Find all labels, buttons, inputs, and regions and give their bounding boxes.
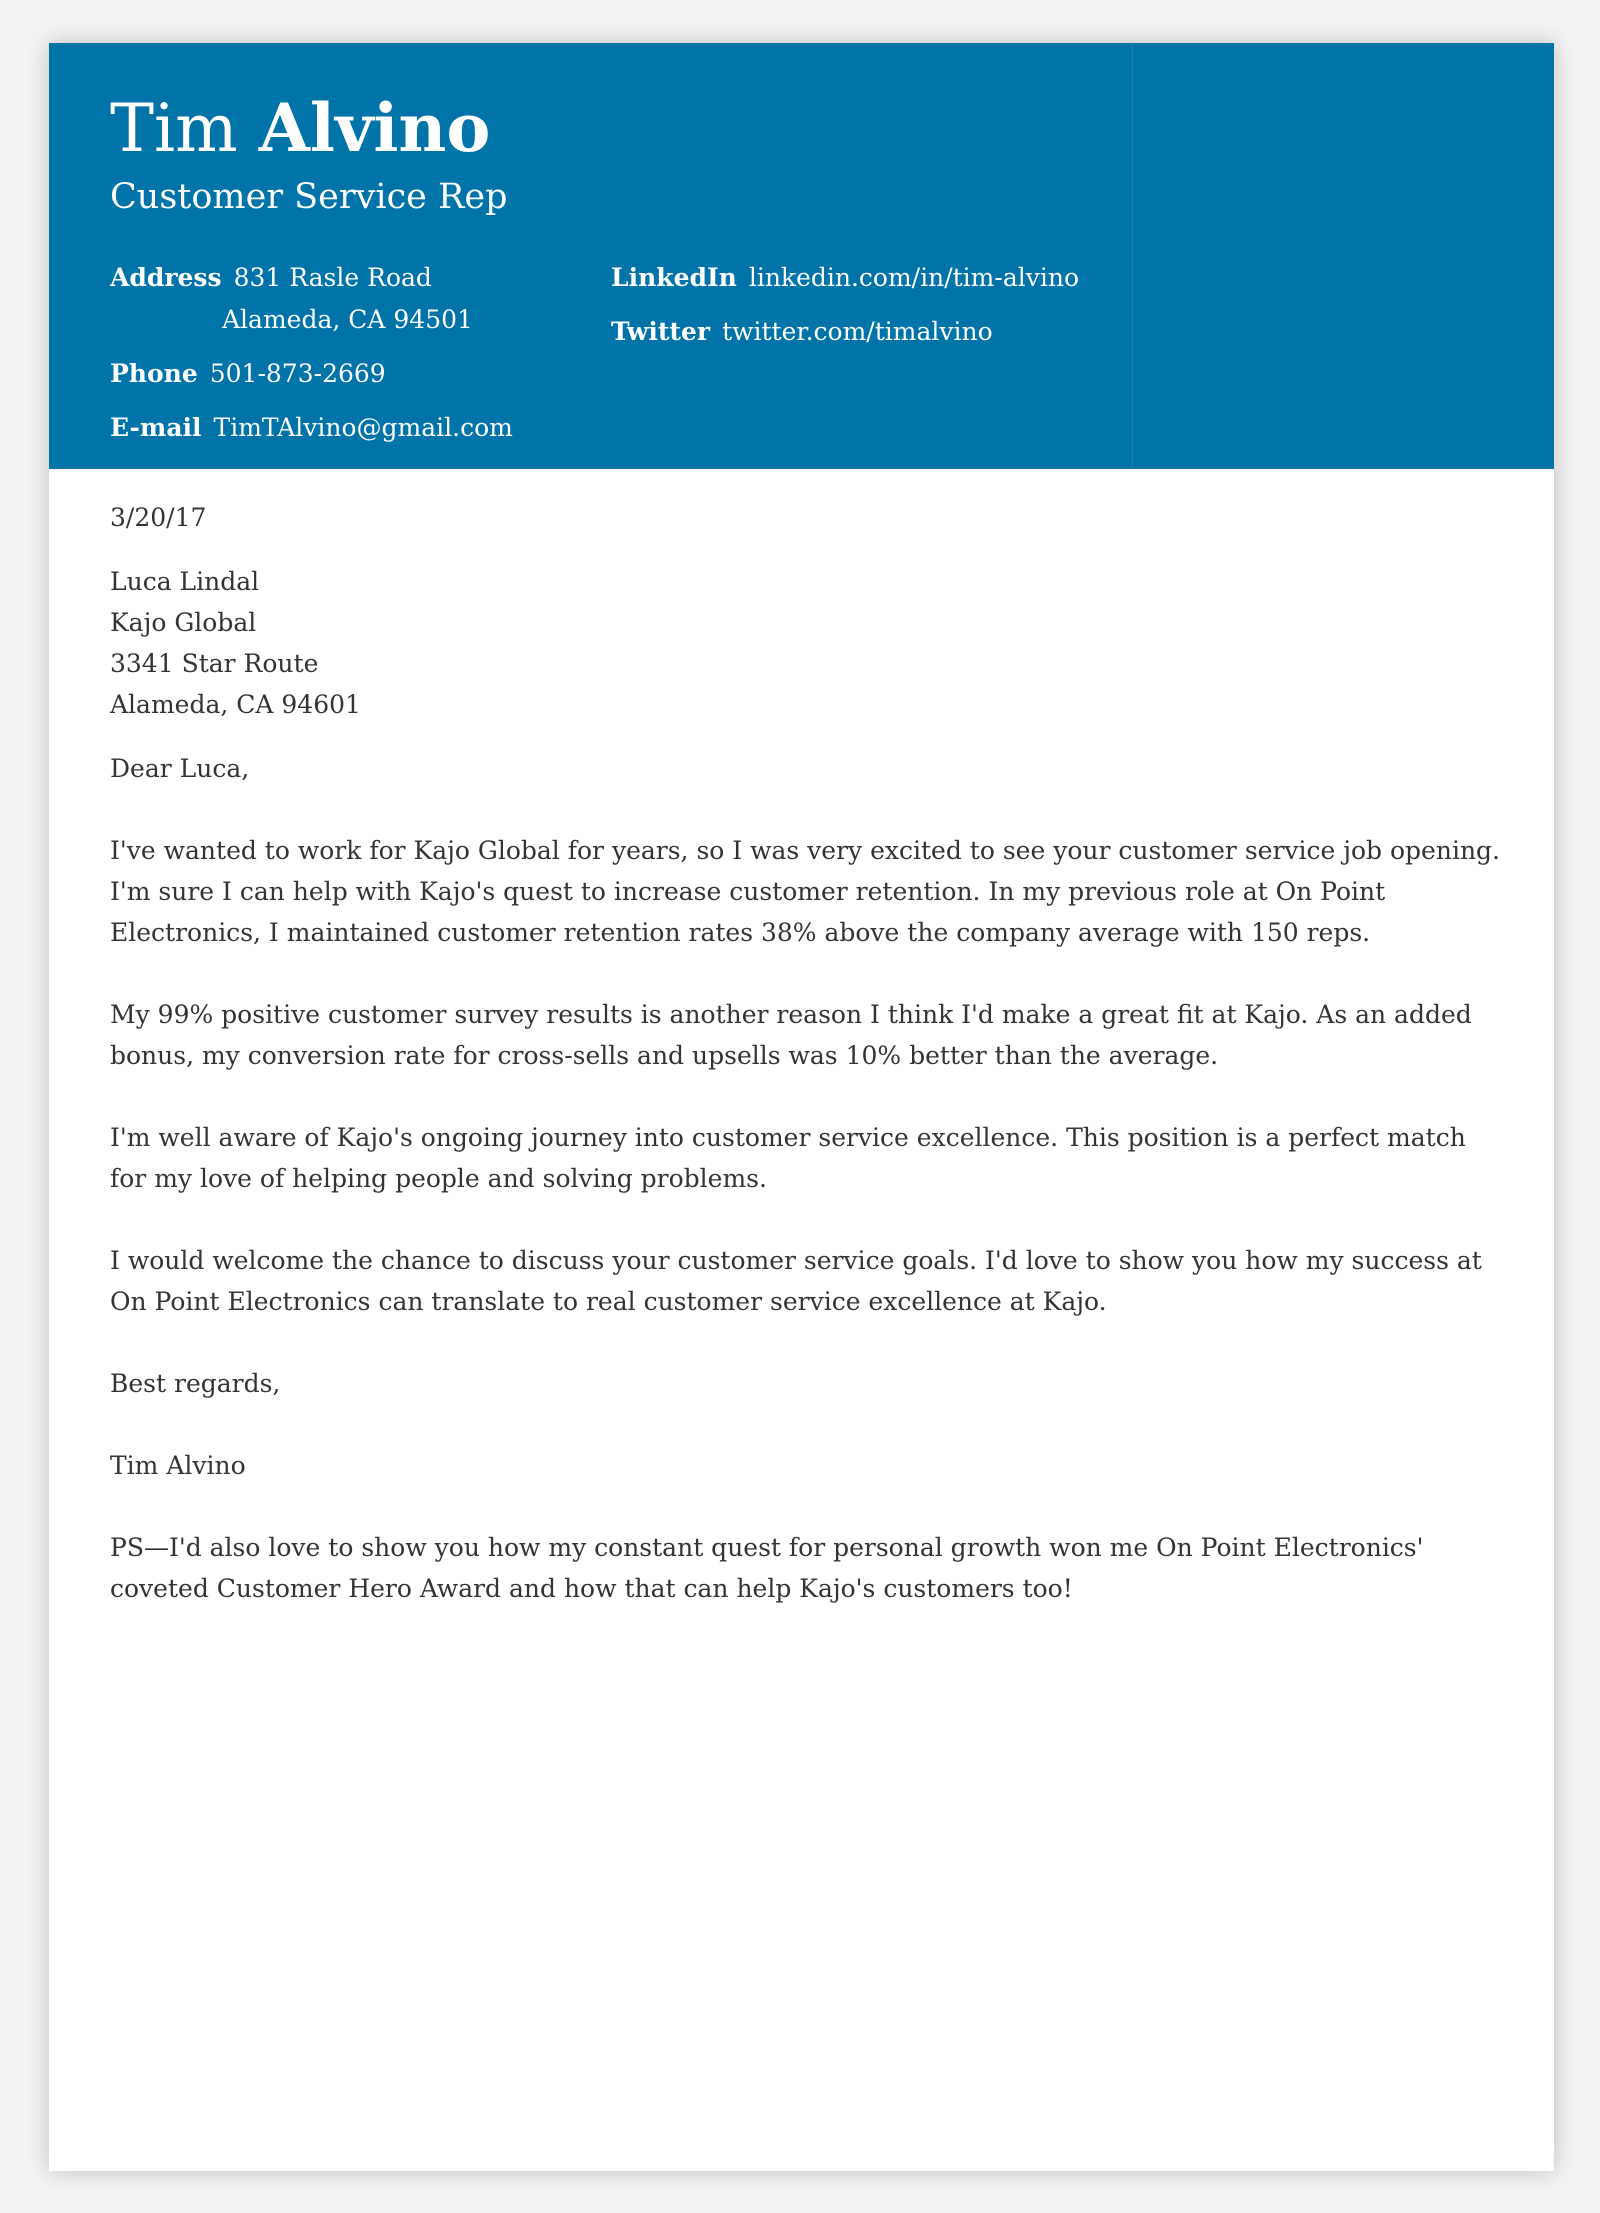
twitter-label: Twitter xyxy=(611,317,711,346)
letter-page xyxy=(49,43,1554,2171)
email-label: E-mail xyxy=(110,413,202,442)
paragraph-3: I'm well aware of Kajo's ongoing journey into customer service excellence. This position is a perfect match for my love of helping people and solving problems. xyxy=(110,1123,1466,1193)
contact-phone xyxy=(110,361,386,386)
linkedin-value[interactable]: linkedin.com/in/tim-alvino xyxy=(748,263,1079,292)
closing: Best regards, xyxy=(110,1369,281,1398)
paragraph-1: I've wanted to work for Kajo Global for years, so I was very excited to see your customer service job opening. I'm sure I can help with Kajo's quest to increase customer retention. In my previous role at On Point Electronics, I maintained customer retention rates 38% above the company average with 150 reps. xyxy=(110,836,1501,947)
twitter-value[interactable]: twitter.com/timalvino xyxy=(722,317,993,346)
header-band xyxy=(49,43,1554,469)
contact-linkedin xyxy=(611,265,1079,290)
phone-value: 501-873-2669 xyxy=(209,359,386,388)
last-name: Alvino xyxy=(258,89,491,167)
linkedin-label: LinkedIn xyxy=(611,263,737,292)
contact-address xyxy=(110,263,473,334)
paragraph-4: I would welcome the chance to discuss your customer service goals. I'd love to show you how my success at On Point Electronics can translate to real customer service excellence at Kajo. xyxy=(110,1246,1482,1316)
address-line2: Alameda, CA 94501 xyxy=(222,305,473,334)
contact-email xyxy=(110,415,513,440)
recipient-city: Alameda, CA 94601 xyxy=(110,690,361,719)
address-label: Address xyxy=(110,263,222,292)
phone-label: Phone xyxy=(110,359,198,388)
address-line1: 831 Rasle Road xyxy=(233,263,432,292)
paragraph-2: My 99% positive customer survey results is another reason I think I'd make a great fit at Kajo. As an added bonus, my conversion rate for cross-sells and upsells was 10% better than the average. xyxy=(110,1000,1472,1070)
job-title: Customer Service Rep xyxy=(110,177,508,217)
recipient-company: Kajo Global xyxy=(110,608,257,637)
salutation: Dear Luca, xyxy=(110,754,250,783)
postscript: PS—I'd also love to show you how my constant quest for personal growth won me On Point Electronics' coveted Customer Hero Award and how that can help Kajo's customers too! xyxy=(110,1533,1424,1603)
email-value[interactable]: TimTAlvino@gmail.com xyxy=(213,413,513,442)
recipient-street: 3341 Star Route xyxy=(110,649,319,678)
applicant-name xyxy=(110,89,491,167)
recipient-name: Luca Lindal xyxy=(110,567,260,596)
header-divider xyxy=(1132,43,1133,469)
contact-twitter xyxy=(611,319,993,344)
letter-date: 3/20/17 xyxy=(110,503,207,532)
first-name: Tim xyxy=(110,90,238,167)
recipient-block xyxy=(110,561,1500,725)
signature: Tim Alvino xyxy=(110,1451,246,1480)
